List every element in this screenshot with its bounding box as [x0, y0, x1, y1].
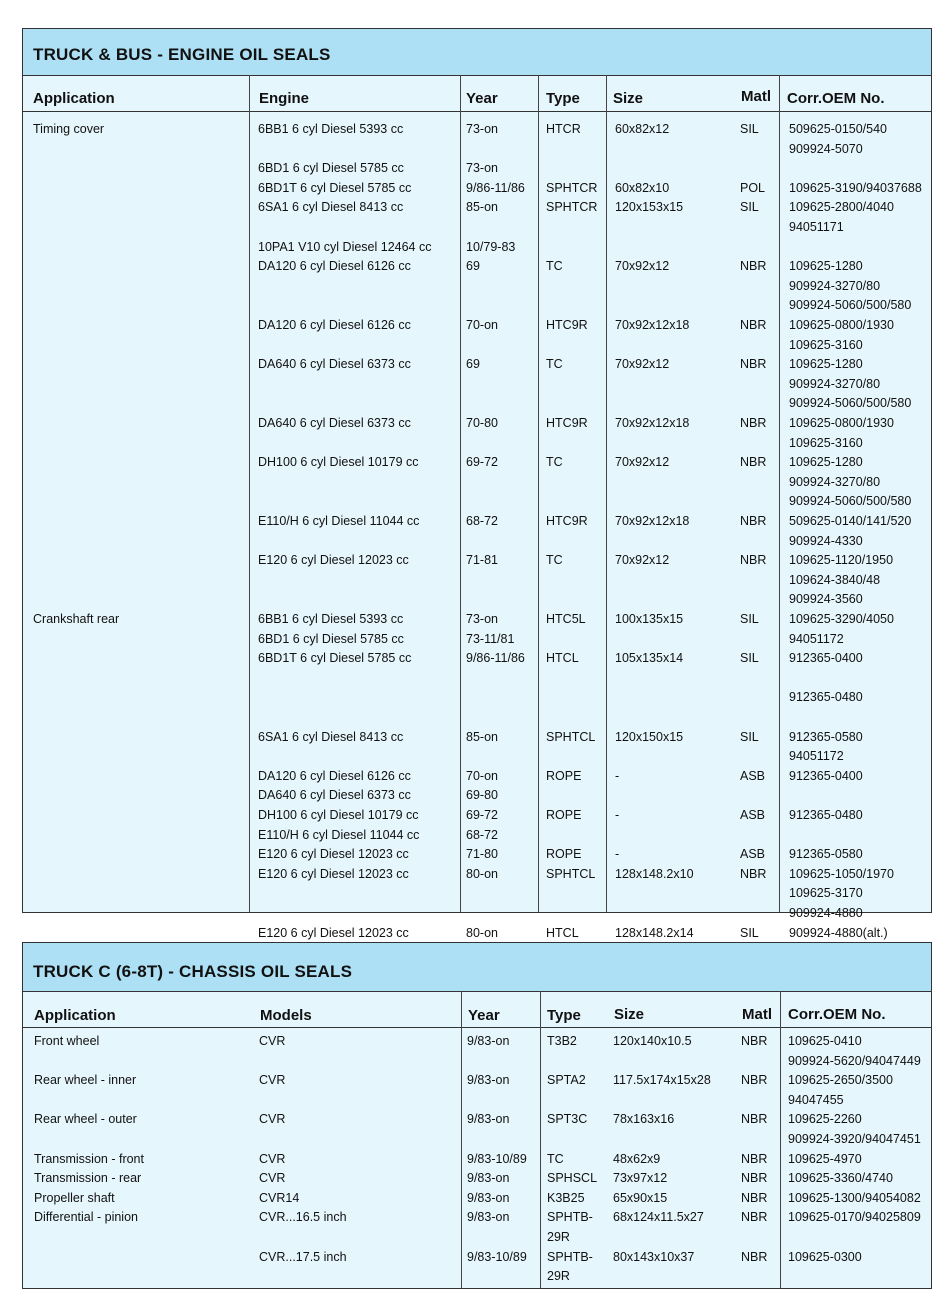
engine-header-size: Size	[613, 90, 644, 107]
engine-header-application: Application	[33, 90, 115, 107]
chassis-row-year-cell: 9/83-10/89	[467, 1151, 527, 1166]
engine-row-oem-cell: 909924-3270/80	[789, 474, 881, 489]
column-divider	[538, 75, 539, 912]
engine-row-oem-cell: 909924-3270/80	[789, 278, 881, 293]
engine-row-oem-cell: 109625-1050/1970	[789, 866, 894, 881]
engine-row-matl-cell: NBR	[740, 455, 767, 470]
engine-header-type: Type	[546, 90, 580, 107]
engine-row-year-cell: 70-80	[466, 416, 498, 430]
engine-row-oem-cell: 909924-5060/500/580	[789, 494, 912, 509]
chassis-row-size-cell: 120x140x10.5	[613, 1034, 692, 1048]
engine-row-oem-cell: 109625-3160	[789, 337, 863, 352]
column-divider	[779, 75, 780, 912]
chassis-row-oem-cell: 109625-0410	[788, 1034, 862, 1048]
chassis-row-size-cell: 117.5x174x15x28	[613, 1073, 711, 1088]
engine-row-oem-cell: 912365-0580	[789, 729, 863, 744]
chassis-row-oem-cell: 109625-2260	[788, 1112, 862, 1127]
chassis-title-band	[23, 943, 931, 992]
engine-row-oem-cell: 109625-3160	[789, 435, 863, 450]
chassis-row-type-cell: SPHTB-	[547, 1210, 593, 1225]
chassis-row-type-cell: SPHSCL	[547, 1171, 598, 1186]
chassis-row-oem-cell: 909924-5620/94047449	[788, 1053, 921, 1068]
chassis-row-oem-cell: 909924-3920/94047451	[788, 1132, 921, 1146]
engine-row-type-cell: ROPE	[546, 768, 582, 783]
engine-header-rule	[23, 111, 931, 112]
chassis-row-matl-cell: NBR	[741, 1073, 768, 1088]
chassis-row-size-cell: 48x62x9	[613, 1151, 661, 1166]
engine-row-oem-cell: 109625-1280	[789, 259, 863, 274]
engine-row-matl-cell: NBR	[740, 866, 767, 881]
engine-row-matl-cell: ASB	[740, 808, 766, 822]
engine-row-size-cell: -	[615, 808, 620, 822]
engine-row-size-cell: 70x92x12x18	[615, 318, 690, 332]
engine-row-oem-cell: 909924-5060/500/580	[789, 396, 912, 411]
chassis-header-models: Models	[260, 1007, 312, 1024]
engine-row-type-cell: TC	[546, 455, 563, 470]
engine-row-oem-cell: 509625-0150/540	[789, 122, 888, 136]
chassis-row-matl-cell: NBR	[741, 1034, 768, 1048]
engine-row-matl-cell: SIL	[740, 612, 759, 626]
engine-row-oem-cell: 109625-1120/1950	[789, 553, 894, 568]
chassis-oil-seals-panel	[22, 942, 932, 1289]
chassis-row-oem-cell: 109625-1300/94054082	[788, 1190, 921, 1205]
engine-row-matl-cell: SIL	[740, 122, 759, 136]
chassis-row-matl-cell: NBR	[741, 1171, 768, 1186]
chassis-row-oem-cell: 109625-0300	[788, 1249, 862, 1264]
engine-row-year-cell: 69-72	[466, 808, 498, 822]
engine-row-year-cell: 70-on	[466, 318, 498, 332]
engine-row-type-cell: TC	[546, 357, 563, 372]
engine-header-matl: Matl	[741, 88, 771, 105]
engine-row-year-cell: 85-on	[466, 729, 498, 744]
engine-row-size-cell: 70x92x12	[615, 357, 670, 372]
chassis-row-size-cell: 73x97x12	[613, 1171, 668, 1186]
chassis-row-models-cell: CVR	[259, 1034, 286, 1048]
chassis-header-rule	[23, 1027, 931, 1028]
engine-row-engine-cell: 6SA1 6 cyl Diesel 8413 cc	[258, 200, 404, 215]
engine-row-size-cell: 128x148.2x14	[615, 925, 694, 940]
engine-row-size-cell: 70x92x12x18	[615, 514, 690, 528]
engine-row-oem-cell: 912365-0580	[789, 847, 863, 862]
engine-row-size-cell: -	[615, 847, 620, 862]
engine-row-matl-cell: SIL	[740, 729, 759, 744]
chassis-row-models-cell: CVR...17.5 inch	[259, 1249, 347, 1264]
chassis-row-year-cell: 9/83-on	[467, 1171, 510, 1186]
chassis-row-application-cell: Front wheel	[34, 1034, 100, 1048]
engine-row-matl-cell: NBR	[740, 318, 767, 332]
engine-row-matl-cell: ASB	[740, 847, 766, 862]
engine-row-engine-cell: 6BB1 6 cyl Diesel 5393 cc	[258, 122, 404, 136]
engine-row-matl-cell: POL	[740, 180, 766, 195]
engine-row-oem-cell: 912365-0480	[789, 690, 863, 705]
engine-row-engine-cell: 6BD1 6 cyl Diesel 5785 cc	[258, 161, 404, 176]
engine-row-oem-cell: 109624-3840/48	[789, 572, 881, 587]
chassis-row-oem-cell: 109625-2650/3500	[788, 1073, 893, 1088]
engine-row-oem-cell: 109625-1280	[789, 357, 863, 372]
chassis-header-application: Application	[34, 1007, 116, 1024]
engine-row-oem-cell: 109625-1280	[789, 455, 863, 470]
chassis-row-type-cell: T3B2	[547, 1034, 577, 1048]
chassis-row-oem-cell: 94047455	[788, 1092, 844, 1107]
engine-row-year-cell: 10/79-83	[466, 239, 516, 254]
chassis-row-size-cell: 80x143x10x37	[613, 1249, 695, 1264]
engine-row-size-cell: 70x92x12	[615, 553, 670, 568]
engine-row-year-cell: 85-on	[466, 200, 498, 215]
engine-row-type-cell: SPHTCR	[546, 200, 598, 215]
engine-row-year-cell: 9/86-11/86	[466, 180, 525, 195]
engine-row-size-cell: 100x135x15	[615, 612, 684, 626]
engine-row-type-cell: TC	[546, 259, 563, 274]
chassis-row-application-cell: Transmission - front	[34, 1151, 144, 1166]
engine-row-oem-cell: 109625-2800/4040	[789, 200, 894, 215]
engine-row-oem-cell: 909924-4880(alt.)	[789, 925, 888, 940]
engine-row-size-cell: 60x82x12	[615, 122, 670, 136]
engine-row-engine-cell: 6BD1T 6 cyl Diesel 5785 cc	[258, 180, 412, 195]
engine-row-oem-cell: 109625-3190/94037688	[789, 180, 922, 195]
engine-row-matl-cell: NBR	[740, 259, 767, 274]
column-divider	[249, 75, 250, 912]
engine-row-matl-cell: SIL	[740, 651, 759, 666]
engine-row-year-cell: 69	[466, 357, 480, 372]
engine-row-size-cell: 128x148.2x10	[615, 866, 694, 881]
engine-row-application-cell: Crankshaft rear	[33, 612, 120, 626]
chassis-row-application-cell: Propeller shaft	[34, 1190, 115, 1205]
chassis-row-application-cell: Differential - pinion	[34, 1210, 138, 1225]
engine-row-oem-cell: 109625-0800/1930	[789, 318, 894, 332]
engine-row-oem-cell: 109625-3170	[789, 886, 863, 901]
engine-row-year-cell: 73-on	[466, 612, 498, 626]
engine-row-oem-cell: 909924-3560	[789, 592, 863, 607]
engine-row-engine-cell: 6BD1T 6 cyl Diesel 5785 cc	[258, 651, 412, 666]
engine-row-type-cell: ROPE	[546, 808, 582, 822]
chassis-row-type-cell: SPT3C	[547, 1112, 588, 1127]
engine-row-oem-cell: 909924-5070	[789, 141, 863, 156]
engine-row-oem-cell: 94051172	[789, 749, 844, 764]
chassis-row-matl-cell: NBR	[741, 1249, 768, 1264]
engine-row-type-cell: HTC9R	[546, 514, 588, 528]
engine-row-oem-cell: 509625-0140/141/520	[789, 514, 912, 528]
engine-row-engine-cell: 6SA1 6 cyl Diesel 8413 cc	[258, 729, 404, 744]
chassis-row-matl-cell: NBR	[741, 1112, 768, 1127]
engine-row-year-cell: 69-72	[466, 455, 498, 470]
engine-title-band	[23, 29, 931, 76]
chassis-row-type-cell: TC	[547, 1151, 564, 1166]
engine-row-year-cell: 73-on	[466, 122, 498, 136]
engine-row-type-cell: TC	[546, 553, 563, 568]
engine-row-year-cell: 80-on	[466, 866, 498, 881]
engine-row-year-cell: 69	[466, 259, 480, 274]
column-divider	[540, 991, 541, 1288]
engine-row-type-cell: HTC9R	[546, 416, 588, 430]
chassis-row-models-cell: CVR	[259, 1171, 286, 1186]
chassis-row-matl-cell: NBR	[741, 1151, 768, 1166]
chassis-row-oem-cell: 109625-3360/4740	[788, 1171, 893, 1186]
chassis-row-year-cell: 9/83-on	[467, 1210, 510, 1225]
chassis-row-models-cell: CVR...16.5 inch	[259, 1210, 347, 1225]
engine-row-size-cell: 70x92x12x18	[615, 416, 690, 430]
engine-row-size-cell: 70x92x12	[615, 455, 670, 470]
engine-row-year-cell: 69-80	[466, 788, 498, 803]
chassis-header-size: Size	[614, 1006, 645, 1023]
chassis-row-type-cell: SPHTB-	[547, 1249, 593, 1264]
engine-row-engine-cell: DA640 6 cyl Diesel 6373 cc	[258, 357, 411, 372]
engine-row-engine-cell: E120 6 cyl Diesel 12023 cc	[258, 925, 409, 940]
engine-row-year-cell: 80-on	[466, 925, 498, 940]
chassis-header-type: Type	[547, 1007, 581, 1024]
chassis-row-models-cell: CVR	[259, 1112, 286, 1127]
chassis-row-type-cell: K3B25	[547, 1190, 585, 1205]
chassis-row-matl-cell: NBR	[741, 1210, 768, 1225]
chassis-row-application-cell: Rear wheel - inner	[34, 1073, 137, 1088]
engine-row-oem-cell: 94051172	[789, 631, 844, 646]
engine-row-size-cell: -	[615, 768, 620, 783]
engine-row-engine-cell: 6BB1 6 cyl Diesel 5393 cc	[258, 612, 404, 626]
engine-row-matl-cell: NBR	[740, 553, 767, 568]
engine-row-type-cell: SPHTCL	[546, 866, 596, 881]
chassis-row-size-cell: 78x163x16	[613, 1112, 675, 1127]
engine-row-oem-cell: 909924-3270/80	[789, 376, 881, 391]
engine-row-engine-cell: E110/H 6 cyl Diesel 11044 cc	[258, 827, 420, 842]
engine-row-engine-cell: E120 6 cyl Diesel 12023 cc	[258, 866, 409, 881]
engine-row-matl-cell: SIL	[740, 200, 759, 215]
chassis-row-type-cell: SPTA2	[547, 1073, 586, 1088]
engine-row-type-cell: HTCL	[546, 925, 579, 940]
column-divider	[460, 75, 461, 912]
engine-row-oem-cell: 109625-0800/1930	[789, 416, 894, 430]
engine-row-engine-cell: E120 6 cyl Diesel 12023 cc	[258, 553, 409, 568]
engine-row-oem-cell: 912365-0480	[789, 808, 863, 822]
engine-row-size-cell: 120x153x15	[615, 200, 684, 215]
engine-row-engine-cell: DA640 6 cyl Diesel 6373 cc	[258, 788, 411, 803]
chassis-row-oem-cell: 109625-0170/94025809	[788, 1210, 921, 1225]
engine-row-year-cell: 9/86-11/86	[466, 651, 525, 666]
chassis-row-type-cell: 29R	[547, 1269, 570, 1284]
engine-row-size-cell: 70x92x12	[615, 259, 670, 274]
engine-row-engine-cell: DA120 6 cyl Diesel 6126 cc	[258, 259, 411, 274]
engine-row-matl-cell: ASB	[740, 768, 766, 783]
engine-row-oem-cell: 909924-5060/500/580	[789, 298, 912, 313]
engine-row-oem-cell: 94051171	[789, 220, 844, 234]
engine-header-year: Year	[466, 90, 498, 107]
engine-table-title: TRUCK & BUS - ENGINE OIL SEALS	[33, 45, 331, 64]
engine-row-type-cell: HTC5L	[546, 612, 586, 626]
engine-row-size-cell: 105x135x14	[615, 651, 684, 666]
chassis-row-year-cell: 9/83-on	[467, 1073, 510, 1088]
chassis-row-size-cell: 68x124x11.5x27	[613, 1210, 704, 1225]
engine-row-matl-cell: SIL	[740, 925, 759, 940]
chassis-table-title: TRUCK C (6-8T) - CHASSIS OIL SEALS	[33, 962, 353, 981]
engine-row-year-cell: 68-72	[466, 514, 498, 528]
chassis-row-models-cell: CVR	[259, 1151, 286, 1166]
engine-row-engine-cell: DH100 6 cyl Diesel 10179 cc	[258, 455, 419, 470]
engine-row-size-cell: 120x150x15	[615, 729, 684, 744]
engine-row-oem-cell: 909924-4330	[789, 533, 863, 548]
engine-row-year-cell: 73-on	[466, 161, 498, 176]
engine-row-size-cell: 60x82x10	[615, 180, 670, 195]
column-divider	[606, 75, 607, 912]
engine-row-oem-cell: 109625-3290/4050	[789, 612, 894, 626]
engine-row-matl-cell: NBR	[740, 514, 767, 528]
chassis-row-matl-cell: NBR	[741, 1190, 768, 1205]
chassis-row-application-cell: Rear wheel - outer	[34, 1112, 137, 1127]
engine-row-engine-cell: DA120 6 cyl Diesel 6126 cc	[258, 768, 411, 783]
chassis-row-type-cell: 29R	[547, 1230, 570, 1244]
engine-row-matl-cell: NBR	[740, 357, 767, 372]
engine-row-oem-cell: 909924-4880	[789, 906, 863, 920]
engine-row-engine-cell: 6BD1 6 cyl Diesel 5785 cc	[258, 631, 404, 646]
chassis-header-matl: Matl	[742, 1006, 772, 1023]
column-divider	[780, 991, 781, 1288]
chassis-row-models-cell: CVR14	[259, 1190, 300, 1205]
engine-row-type-cell: HTCL	[546, 651, 579, 666]
engine-header-oem: Corr.OEM No.	[787, 90, 885, 107]
engine-row-year-cell: 71-80	[466, 847, 498, 862]
chassis-header-year: Year	[468, 1007, 500, 1024]
chassis-row-models-cell: CVR	[259, 1073, 286, 1088]
chassis-row-year-cell: 9/83-on	[467, 1112, 510, 1127]
engine-oil-seals-panel	[22, 28, 932, 940]
engine-row-type-cell: ROPE	[546, 847, 582, 862]
engine-row-year-cell: 68-72	[466, 827, 498, 842]
engine-row-type-cell: HTCR	[546, 122, 581, 136]
chassis-row-year-cell: 9/83-on	[467, 1034, 510, 1048]
engine-row-engine-cell: DH100 6 cyl Diesel 10179 cc	[258, 808, 419, 822]
engine-row-type-cell: SPHTCR	[546, 180, 598, 195]
engine-row-engine-cell: 10PA1 V10 cyl Diesel 12464 cc	[258, 239, 432, 254]
chassis-row-oem-cell: 109625-4970	[788, 1151, 862, 1166]
engine-row-matl-cell: NBR	[740, 416, 767, 430]
engine-row-type-cell: HTC9R	[546, 318, 588, 332]
engine-row-oem-cell: 912365-0400	[789, 768, 863, 783]
engine-row-engine-cell: E120 6 cyl Diesel 12023 cc	[258, 847, 409, 862]
engine-row-year-cell: 73-11/81	[466, 631, 515, 646]
engine-row-year-cell: 71-81	[466, 553, 498, 568]
chassis-header-oem: Corr.OEM No.	[788, 1006, 886, 1023]
engine-row-type-cell: SPHTCL	[546, 729, 596, 744]
engine-row-engine-cell: DA120 6 cyl Diesel 6126 cc	[258, 318, 411, 332]
engine-row-engine-cell: E110/H 6 cyl Diesel 11044 cc	[258, 514, 420, 528]
engine-row-application-cell: Timing cover	[33, 122, 105, 136]
chassis-row-size-cell: 65x90x15	[613, 1190, 668, 1205]
engine-row-year-cell: 70-on	[466, 768, 498, 783]
column-divider	[461, 991, 462, 1288]
engine-row-engine-cell: DA640 6 cyl Diesel 6373 cc	[258, 416, 411, 430]
chassis-row-application-cell: Transmission - rear	[34, 1171, 142, 1186]
chassis-row-year-cell: 9/83-10/89	[467, 1249, 527, 1264]
chassis-row-year-cell: 9/83-on	[467, 1190, 510, 1205]
engine-header-engine: Engine	[259, 90, 310, 107]
engine-row-oem-cell: 912365-0400	[789, 651, 863, 666]
